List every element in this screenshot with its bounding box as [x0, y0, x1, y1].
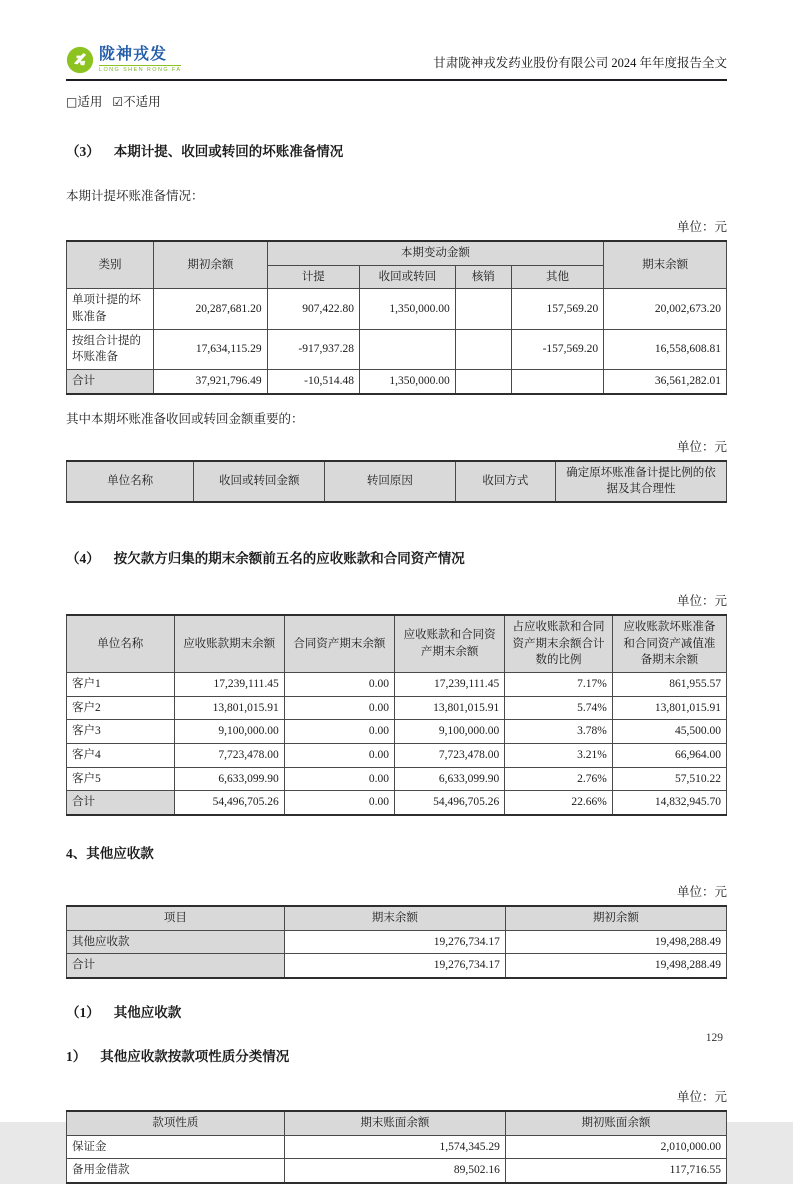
- table-header-row: [67, 241, 727, 265]
- value-cell: 20,002,673.20: [604, 289, 727, 329]
- recovery-detail-table: [66, 460, 727, 503]
- row-label-cell: 客户4: [67, 744, 175, 768]
- unit-label-3: 单位：元: [676, 594, 727, 609]
- value-cell: 0.00: [284, 696, 394, 720]
- value-cell: [455, 289, 511, 329]
- row-label-cell: 按组合计提的坏账准备: [67, 329, 154, 369]
- column-header: 收回或转回金额: [194, 461, 325, 502]
- column-header: 收回或转回: [360, 265, 456, 289]
- value-cell: 0.00: [284, 791, 394, 815]
- value-cell: -157,569.20: [511, 329, 603, 369]
- logo-subtitle-text: LONG SHEN RONG FA: [99, 66, 182, 73]
- report-title: 甘肃陇神戎发药业股份有限公司 2024 年年度报告全文: [433, 56, 727, 70]
- table-row: [67, 696, 727, 720]
- section-3-number: （3）: [66, 144, 100, 159]
- bad-debt-provision-table: [66, 240, 727, 395]
- row-label-cell: 单项计提的坏账准备: [67, 289, 154, 329]
- other-receivables-heading: 4、其他应收款: [66, 846, 154, 862]
- nature-classification-table: [66, 1110, 727, 1184]
- row-label-cell: 客户3: [67, 720, 175, 744]
- value-cell: 1,350,000.00: [360, 370, 456, 394]
- value-cell: 5.74%: [505, 696, 613, 720]
- value-cell: 14,832,945.70: [612, 791, 726, 815]
- value-cell: 0.00: [284, 720, 394, 744]
- value-cell: 2.76%: [505, 767, 613, 791]
- header-divider: [66, 79, 727, 81]
- column-header: 确定原坏账准备计提比例的依据及其合理性: [556, 461, 727, 502]
- column-header: 期末余额: [284, 906, 505, 930]
- section-3-intro: 本期计提坏账准备情况：: [66, 189, 204, 203]
- table-row: [67, 329, 727, 369]
- table-row: [67, 767, 727, 791]
- value-cell: 13,801,015.91: [174, 696, 284, 720]
- value-cell: 89,502.16: [284, 1159, 505, 1183]
- column-header: 单位名称: [67, 615, 175, 673]
- value-cell: 19,498,288.49: [505, 930, 726, 954]
- value-cell: -10,514.48: [267, 370, 359, 394]
- column-header: 转回原因: [325, 461, 456, 502]
- logo-circle-icon: [66, 46, 94, 74]
- other-sub1-title: 其他应收款: [113, 1005, 182, 1021]
- other-sub1-1-heading: [66, 1045, 727, 1065]
- value-cell: 36,561,282.01: [604, 370, 727, 394]
- value-cell: 0.00: [284, 767, 394, 791]
- value-cell: 7.17%: [505, 673, 613, 697]
- value-cell: 22.66%: [505, 791, 613, 815]
- applicability-option: [66, 95, 102, 109]
- company-logo: [66, 46, 181, 74]
- row-label-cell: 客户5: [67, 767, 175, 791]
- unit-label-1: 单位：元: [676, 220, 727, 234]
- value-cell: 6,633,099.90: [174, 767, 284, 791]
- column-header: 计提: [267, 265, 359, 289]
- value-cell: [511, 370, 603, 394]
- checkbox-checked-icon: ☑: [112, 95, 124, 109]
- value-cell: 0.00: [284, 673, 394, 697]
- other-sub1-1-number: 1）: [66, 1049, 87, 1065]
- table-row: [67, 930, 727, 954]
- value-cell: 9,100,000.00: [395, 720, 505, 744]
- applicability-option-label: 不适用: [123, 95, 161, 109]
- column-header: 期末账面余额: [284, 1111, 505, 1135]
- other-sub1-heading: [66, 1001, 727, 1021]
- column-header: 类别: [67, 241, 154, 289]
- value-cell: 861,955.57: [612, 673, 726, 697]
- applicability-line: [66, 92, 727, 110]
- value-cell: 54,496,705.26: [174, 791, 284, 815]
- value-cell: 17,239,111.45: [395, 673, 505, 697]
- value-cell: 54,496,705.26: [395, 791, 505, 815]
- table-row: [67, 370, 727, 394]
- value-cell: 19,498,288.49: [505, 954, 726, 978]
- logo-text-block: [99, 47, 181, 73]
- column-header: 应收账款和合同资产期末余额: [395, 615, 505, 673]
- value-cell: 16,558,608.81: [604, 329, 727, 369]
- table-header-row: [67, 461, 727, 502]
- page-header: [66, 46, 727, 74]
- row-label-cell: 其他应收款: [67, 930, 285, 954]
- unit-label-2: 单位：元: [676, 439, 727, 454]
- value-cell: 37,921,796.49: [154, 370, 268, 394]
- value-cell: 117,716.55: [505, 1159, 726, 1183]
- column-header: 本期变动金额: [267, 241, 604, 265]
- row-label-cell: 备用金借款: [67, 1159, 285, 1183]
- column-header: 期初余额: [505, 906, 726, 930]
- row-label-cell: 合计: [67, 370, 154, 394]
- value-cell: [455, 370, 511, 394]
- value-cell: -917,937.28: [267, 329, 359, 369]
- column-header: 其他: [511, 265, 603, 289]
- section-3-heading: [66, 140, 727, 160]
- row-label-cell: 合计: [67, 954, 285, 978]
- value-cell: 6,633,099.90: [395, 767, 505, 791]
- row-label-cell: 保证金: [67, 1135, 285, 1159]
- value-cell: 20,287,681.20: [154, 289, 268, 329]
- column-header: 应收账款坏账准备和合同资产减值准备期末余额: [612, 615, 726, 673]
- section-4-number: （4）: [66, 551, 100, 567]
- value-cell: 13,801,015.91: [395, 696, 505, 720]
- column-header: 合同资产期末余额: [284, 615, 394, 673]
- table-row: [67, 1159, 727, 1183]
- table-header-row: [67, 906, 727, 930]
- unit-label-4: 单位：元: [676, 885, 727, 900]
- value-cell: 7,723,478.00: [395, 744, 505, 768]
- column-header: 期初账面余额: [505, 1111, 726, 1135]
- checkbox-unchecked-icon: □: [66, 95, 78, 109]
- value-cell: 3.21%: [505, 744, 613, 768]
- table-row: [67, 1135, 727, 1159]
- column-header: 应收账款期末余额: [174, 615, 284, 673]
- value-cell: [455, 329, 511, 369]
- page-number: 129: [705, 1032, 723, 1044]
- value-cell: 1,350,000.00: [360, 289, 456, 329]
- value-cell: 66,964.00: [612, 744, 726, 768]
- other-sub1-1-title: 其他应收款按款项性质分类情况: [100, 1049, 290, 1065]
- column-header: 单位名称: [67, 461, 194, 502]
- column-header: 期末余额: [604, 241, 727, 289]
- unit-label-5: 单位：元: [676, 1090, 727, 1105]
- other-sub1-number: （1）: [66, 1005, 100, 1021]
- applicability-option: [112, 95, 160, 109]
- table-row: [67, 289, 727, 329]
- section-3-title: 本期计提、收回或转回的坏账准备情况: [113, 144, 344, 159]
- section-4-title: 按欠款方归集的期末余额前五名的应收账款和合同资产情况: [113, 551, 465, 567]
- table-row: [67, 744, 727, 768]
- value-cell: 45,500.00: [612, 720, 726, 744]
- value-cell: 17,634,115.29: [154, 329, 268, 369]
- table-row: [67, 791, 727, 815]
- section-3-note: 其中本期坏账准备收回或转回金额重要的：: [66, 411, 304, 426]
- row-label-cell: 合计: [67, 791, 175, 815]
- value-cell: 0.00: [284, 744, 394, 768]
- value-cell: 57,510.22: [612, 767, 726, 791]
- section-4-heading: [66, 547, 727, 567]
- column-header: 核销: [455, 265, 511, 289]
- value-cell: 9,100,000.00: [174, 720, 284, 744]
- value-cell: 17,239,111.45: [174, 673, 284, 697]
- value-cell: 1,574,345.29: [284, 1135, 505, 1159]
- top5-receivables-table: [66, 614, 727, 816]
- column-header: 款项性质: [67, 1111, 285, 1135]
- table-header-row: [67, 615, 727, 673]
- table-row: [67, 720, 727, 744]
- logo-brand-text: 陇神戎发: [99, 46, 168, 63]
- applicability-option-label: 适用: [77, 95, 103, 109]
- table-header-row: [67, 1111, 727, 1135]
- value-cell: 2,010,000.00: [505, 1135, 726, 1159]
- value-cell: 3.78%: [505, 720, 613, 744]
- column-header: 期初余额: [154, 241, 268, 289]
- table-row: [67, 673, 727, 697]
- column-header: 占应收账款和合同资产期末余额合计数的比例: [505, 615, 613, 673]
- value-cell: 157,569.20: [511, 289, 603, 329]
- value-cell: 19,276,734.17: [284, 954, 505, 978]
- value-cell: 7,723,478.00: [174, 744, 284, 768]
- other-receivables-summary-table: [66, 905, 727, 979]
- row-label-cell: 客户1: [67, 673, 175, 697]
- value-cell: 19,276,734.17: [284, 930, 505, 954]
- value-cell: [360, 329, 456, 369]
- column-header: 项目: [67, 906, 285, 930]
- table-row: [67, 954, 727, 978]
- value-cell: 13,801,015.91: [612, 696, 726, 720]
- column-header: 收回方式: [455, 461, 555, 502]
- value-cell: 907,422.80: [267, 289, 359, 329]
- row-label-cell: 客户2: [67, 696, 175, 720]
